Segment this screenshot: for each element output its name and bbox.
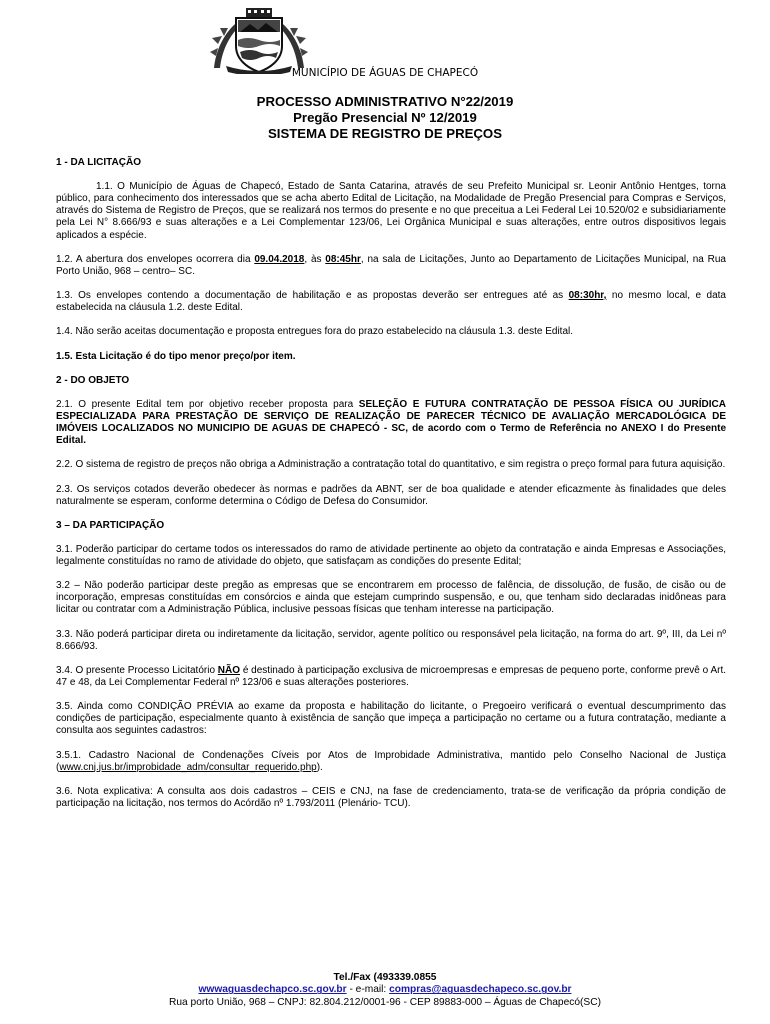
footer-address: Rua porto União, 968 – CNPJ: 82.804.212/0001-96 - CEP 89883-000 – Águas de Chapecó(SC) [169,996,601,1008]
clause-3-5-1-text-b: ). [316,761,323,773]
clause-3-1: 3.1. Poderão participar do certame todos os interessados do ramo de atividade pertinente ao objeto da contratação e ainda Empresas e Associações, legalmente constituídas no ramo de atividade do objeto, que satisfaçam as condições do presente Edital; [56,544,726,568]
clause-3-4-text-a: 3.4. O presente Processo Licitatório [56,664,218,676]
clause-1-2 [56,254,726,278]
clause-1-2-text-a: 1.2. A abertura dos envelopes ocorrera dia [56,253,255,265]
clause-2-2: 2.2. O sistema de registro de preços não obriga a Administração a contratação total do quantitativo, e sim registra o preço formal para futura aquisição. [56,459,726,471]
clause-1-3-text-a: 1.3. Os envelopes contendo a documentação de habilitação e as propostas deverão ser entregues até as [56,290,569,302]
clause-2-1-object: SELEÇÃO E FUTURA CONTRATAÇÃO DE PESSOA FÍSICA OU JURÍDICA ESPECIALIZADA PARA PRESTAÇÃO DE SERVIÇO DE REALIZAÇÃO DE PARECER TÉCNICO DE AVALIAÇÃO MERCADOLÓGICA DE IMÓVEIS LOCALIZADOS NO MUNICIPIO DE AGUAS DE CHAPECÓ - SC, de acordo com o Termo de Referência no ANEXO I do Presente Edital. [56,398,726,447]
clause-3-4-text-b: é destinado à participação exclusiva de microempresas e empresas de pequeno porte, conforme prevê o Art. 47 e 48, da Lei Complementar Federal nº 123/06 e suas alterações posteriores. [56,664,726,689]
delivery-time: 08:30hr, [568,290,607,302]
clause-1-1: 1.1. O Município de Águas de Chapecó, Estado de Santa Catarina, através de seu Prefeito Municipal sr. Leonir Antônio Hentges, torna público, para conhecimento dos interessados que se acha aberto Edital de Licitação, na Modalidade de Pregão Presencial para Compras e Serviços, através do Sistema de Registro de Preços, que se realizará nos termos do presente e no que preceitua a Lei Federal Lei 10.520/02 e subsidiariamente pela Lei N° 8.666/93 e suas alterações e a Lei Complementar 123/06, Lei Orgânica Municipal e suas alterações, entre outros dispositivos legais aplicados a espécie. [56,181,726,241]
document-title-block [0,94,770,142]
clause-3-5: 3.5. Ainda como CONDIÇÃO PRÉVIA ao exame da proposta e habilitação do licitante, o Pregoeiro verificará o eventual descumprimento das condições de participação, especialmente quanto à existência de sanção que impeça a participação no certame ou a futura contratação, mediante a consulta aos seguintes cadastros: [56,701,726,737]
clause-2-1 [56,399,726,447]
clause-3-2: 3.2 – Não poderão participar deste pregão as empresas que se encontrarem em processo de falência, de dissolução, de fusão, de cisão ou de incorporação, empresas constituídas em consórcios e ainda que estejam cumprindo suspensão, e ou, que tenham sido declaradas inidôneas para licitar ou contratar com a Administração Pública, inclusive pessoas físicas que tenham interesse na participação. [56,580,726,616]
clause-1-3-text-b: no mesmo local, e data estabelecida na cláusula 1.2. deste Edital. [56,290,726,314]
clause-1-4: 1.4. Não serão aceitas documentação e proposta entregues fora do prazo estabelecido na cláusula 1.3. deste Edital. [56,326,574,338]
cnj-link[interactable]: www.cnj.jus.br/improbidade_adm/consultar_requerido.php [59,761,317,773]
clause-1-3 [56,290,726,314]
clause-2-1-text-a: 2.1. O presente Edital tem por objetivo receber proposta para [56,398,359,410]
clause-1-5: 1.5. Esta Licitação é do tipo menor preço/por item. [56,350,296,362]
coat-of-arms-icon [206,8,312,74]
clause-1-2-text-c: , na sala de Licitações, Junto ao Departamento de Licitações Municipal, na Rua Porto União, 968 – centro– SC. [56,253,726,277]
nao-emphasis: NÃO [217,664,241,676]
system-title: SISTEMA DE REGISTRO DE PREÇOS [268,126,502,141]
footer-email-label: - e-mail: [346,984,390,996]
process-title: PROCESSO ADMINISTRATIVO N°22/2019 [256,94,514,109]
clause-3-3: 3.3. Não poderá participar direta ou indiretamente da licitação, servidor, agente político ou responsável pela licitação, na forma do art. 9º, III, da Lei nº 8.666/93. [56,628,726,652]
clause-3-6: 3.6. Nota explicativa: A consulta aos dois cadastros – CEIS e CNJ, na fase de credenciamento, trata-se de verificação da própria condição de participação na licitação, nos termos do Acórdão nº 1.793/2011 (Plenário- TCU). [56,785,726,809]
clause-1-2-text-b: , às [304,253,326,265]
footer-contacts [0,984,770,996]
footer-email-link[interactable]: compras@aguasdechapeco.sc.gov.br [389,984,572,996]
document-body [56,157,726,822]
clause-2-3: 2.3. Os serviços cotados deverão obedecer às normas e padrões da ABNT, ser de boa qualidade e atender eficazmente às finalidades que deles naturalmente se esperam, conforme determina o Código de Defesa do Consumidor. [56,483,726,507]
footer-phone: Tel./Fax (493339.0855 [333,972,437,983]
pregao-title: Pregão Presencial Nº 12/2019 [293,110,477,125]
opening-date: 09.04.2018 [254,253,305,265]
municipality-name: MUNICÍPIO DE ÁGUAS DE CHAPECÓ [291,67,479,79]
section-heading-1: 1 - DA LICITAÇÃO [56,157,141,168]
clause-3-5-1-text-a: 3.5.1. Cadastro Nacional de Condenações Cíveis por Atos de Improbidade Administrativa, mantido pelo Conselho Nacional de Justiça ( [56,749,726,773]
clause-3-5-1 [56,750,726,774]
opening-time: 08:45hr [325,253,361,265]
clause-3-4 [56,665,726,689]
footer-website-link[interactable]: wwwaguasdechapco.sc.gov.br [198,984,347,996]
page-footer [0,972,770,1009]
section-heading-3: 3 – DA PARTICIPAÇÃO [56,519,165,531]
section-heading-2: 2 - DO OBJETO [56,374,130,386]
